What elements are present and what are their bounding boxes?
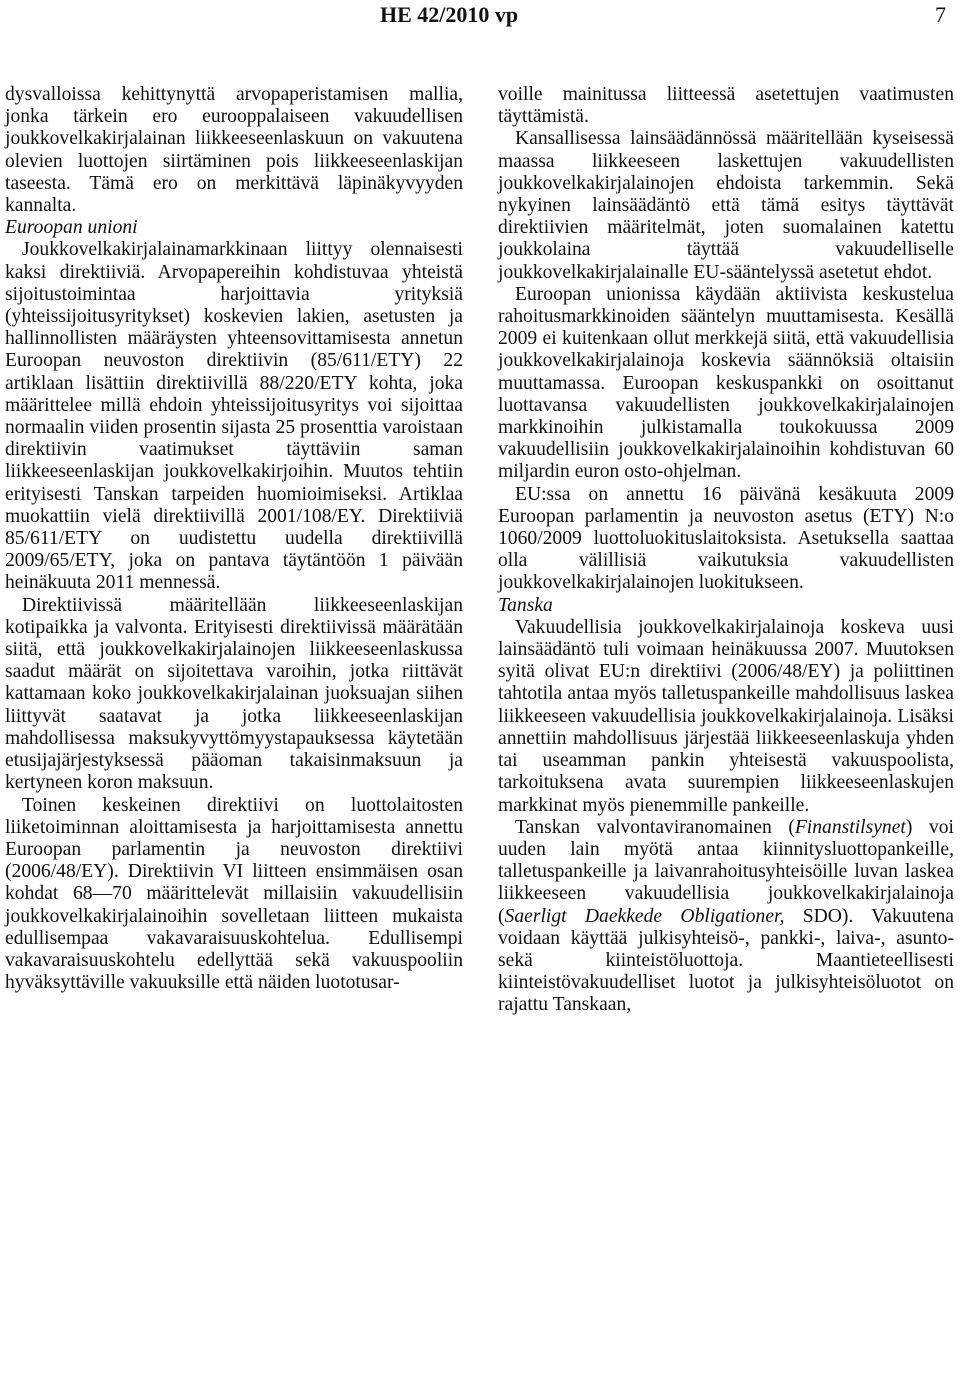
paragraph-eu-directives: Joukkovelkakirjalainamarkkinaan liittyy olennaisesti kaksi direktiiviä. Arvopapereihin kohdistuvaa yhteistä sijoitustoimintaa harjoittavia yrityksiä (yhteissijoitusyritykset) koskevien lakien, asetusten ja hallinnollisten määräysten yhteensovittamisesta annetun Euroopan neuvoston direktiivin (85/611/ETY) 22 artiklaan lisättiin direktiivillä 88/220/ETY kohta, joka määrittelee millä ehdoin yhteissijoitusyritys voi sijoittaa normaalin viiden prosentin sijasta 25 prosenttia varoistaan direktiivin vaatimukset täyttäviin saman liikkeeseenlaskijan joukkovelkakirjoihin. Muutos tehtiin erityisesti Tanskan tarpeiden huomioimiseksi. Artiklaa muokattiin vielä direktiivillä 2001/108/EY. Direktiiviä 85/611/ETY on uudistettu uudella direktiivillä 2009/65/ETY, joka on pantava täytäntöön 1 päivään heinäkuuta 2011 mennessä. <box>5 239 463 594</box>
section-heading-denmark: Tanska <box>498 594 553 616</box>
paragraph-eu-credit-institutions: Toinen keskeinen direktiivi on luottolaitosten liiketoiminnan aloittamisesta ja harjoittamisesta annettu Euroopan parlamentin ja neuvoston direktiivi (2006/48/EY). Direktiivin VI liitteen ensimmäisen osan kohdat 68—70 määrittelevät millaisiin vakuudellisiin joukkovelkakirjalainoihin sovelletaan liitteen mukaista edullisempaa vakavaraisuuskohtelua. Edullisempi vakavaraisuuskohtelu edellyttää sekä vakuuspooliin hyväksyttäville vakuuksille että näiden luototusar- <box>5 794 463 994</box>
section-heading-eu: Euroopan unioni <box>5 217 138 239</box>
paragraph-denmark-supervisor <box>498 817 954 1017</box>
text-run: ) voi uuden lain myötä antaa kiinnitysluottopankeille, talletuspankeille ja laivanrahoitusyhteisöille luvan laskea liikkeeseen vakuudellisia joukkovelkakirjalainoja ( <box>498 816 954 927</box>
paragraph-eu-discussion: Euroopan unionissa käydään aktiivista keskustelua rahoitusmarkkinoiden sääntelyn muuttamisesta. Kesällä 2009 ei kuitenkaan ollut merkkejä siitä, että vakuudellisia joukkovelkakirjalainoja koskevia säännöksiä oltaisiin muuttamassa. Euroopan keskuspankki on osoittanut luottavansa vakuudellisten joukkovelkakirjalainojen markkinoihin julkistamalla toukokuussa 2009 vakuudellisiin joukkovelkakirjalainoihin kohdistuvan 60 miljardin euron osto-ohjelman. <box>498 283 954 483</box>
italic-term-sdo: Saerligt Daekkede Obligationer, <box>504 905 785 927</box>
paragraph-eu-domicile: Direktiivissä määritellään liikkeeseenlaskijan kotipaikka ja valvonta. Erityisesti direktiivissä määrätään siitä, että joukkovelkakirjalainojen liikkeeseenlaskussa saadut määrät on sijoitettava varoihin, jotka riittävät kattamaan koko joukkovelkakirjalainan juoksuajan siihen liittyvät saatavat ja jotka liikkeeseenlaskijan mahdollisessa maksukyvyttömyystapauksessa käytetään etusijajärjestyksessä pääoman takaisinmaksuun ja kertyneen koron maksuun. <box>5 594 463 794</box>
page-number: 7 <box>935 2 946 27</box>
text-run: SDO). Vakuutena voidaan käyttää julkisyhteisö-, pankki-, laiva-, asunto- sekä kiinteistöluottoja. Maantieteellisesti kiinteistövakuudelliset luotot ja julkisyhteisöluotot on rajattu Tanskaan, <box>498 905 955 1016</box>
document-id: HE 42/2010 vp <box>380 2 519 27</box>
text-run: Tanskan valvontaviranomainen ( <box>515 816 795 838</box>
paragraph-intro: dysvalloissa kehittynyttä arvopaperistamisen mallia, jonka tärkein ero eurooppalaiseen vakuudellisen joukkovelkakirjalainan liikkeeseenlaskuun on vakuutena olevien luottojen siirtäminen pois liikkeeseenlaskijan taseesta. Tämä ero on merkittävä läpinäkyvyyden kannalta. <box>5 84 463 217</box>
italic-term-finanstilsynet: Finanstilsynet <box>794 816 906 838</box>
left-column <box>5 84 463 994</box>
paragraph-continued: voille mainitussa liitteessä asetettujen vaatimusten täyttämistä. <box>498 84 954 128</box>
paragraph-denmark-law: Vakuudellisia joukkovelkakirjalainoja koskeva uusi lainsäädäntö tuli voimaan heinäkuussa 2007. Muutoksen syitä olivat EU:n direktiivi (2006/48/EY) ja poliittinen tahtotila antaa myös talletuspankeille mahdollisuus laskea liikkeeseen vakuudellisia joukkovelkakirjalainoja. Lisäksi annettiin mahdollisuus järjestää liikkeeseenlaskuja yhden tai useamman pankin yhteisestä vakuuspoolista, tarkoituksena avata suurempien liikkeeseenlaskujen markkinat myös pienemmille pankeille. <box>498 616 954 816</box>
paragraph-national-law: Kansallisessa lainsäädännössä määritellään kyseisessä maassa liikkeeseen laskettujen vakuudellisten joukkovelkakirjalainojen ehdoista tarkemmin. Sekä nykyinen lainsäädäntö että tämä esitys täyttävät direktiivien määritelmät, joten suomalainen katettu joukkolaina täyttää vakuudelliselle joukkovelkakirjalainalle EU-sääntelyssä asetetut ehdot. <box>498 128 954 283</box>
paragraph-rating-agencies: EU:ssa on annettu 16 päivänä kesäkuuta 2009 Euroopan parlamentin ja neuvoston asetus (ETY) N:o 1060/2009 luottoluokituslaitoksista. Asetuksella saattaa olla välillisiä vaikutuksia vakuudellisten joukkovelkakirjalainojen luokitukseen. <box>498 483 954 594</box>
page-header <box>0 2 960 36</box>
right-column <box>498 84 954 1017</box>
